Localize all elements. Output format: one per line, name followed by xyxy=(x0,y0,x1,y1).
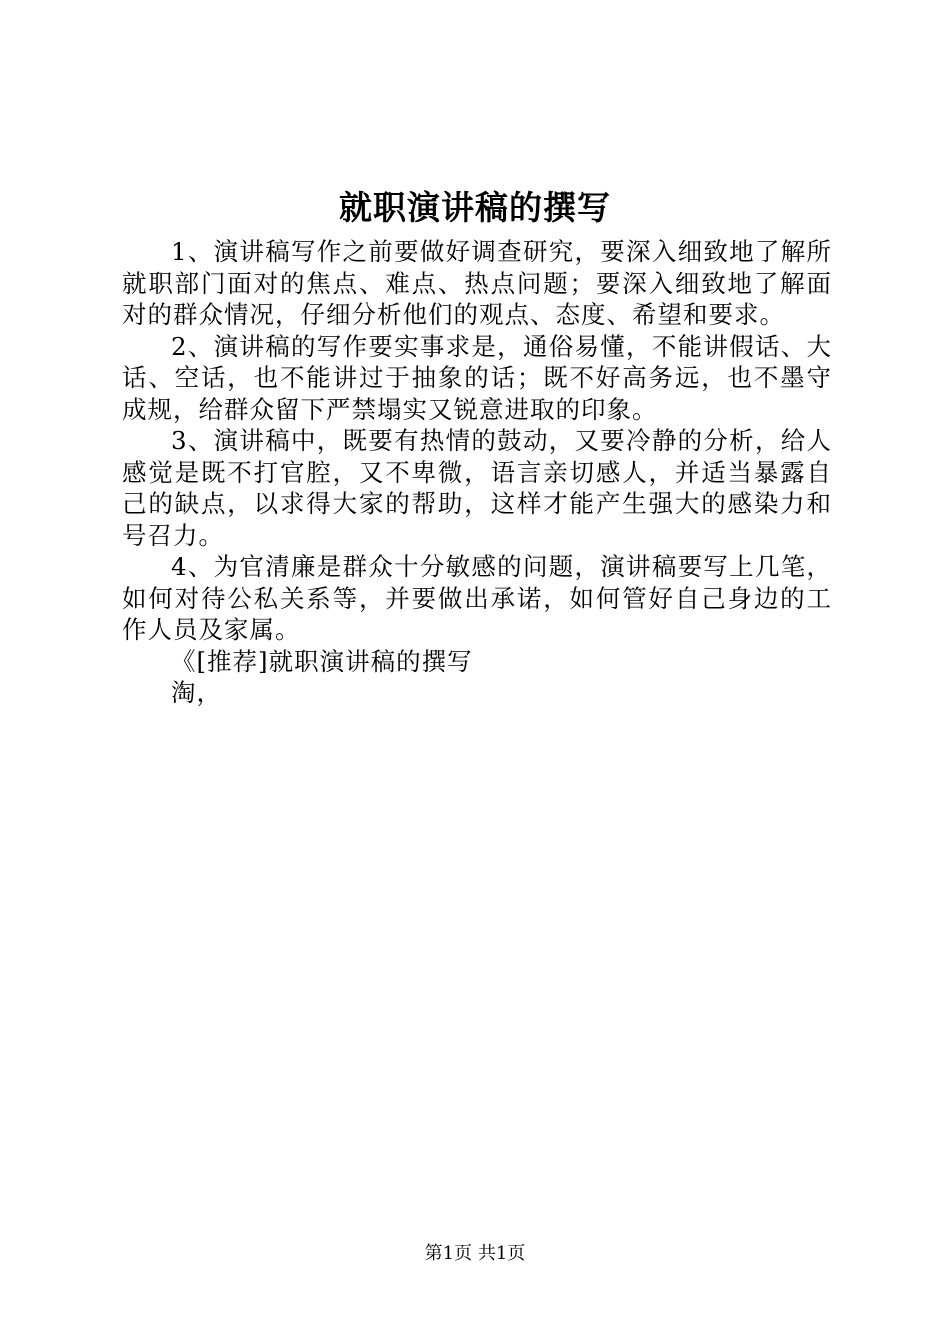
paragraph-5: 《[推荐]就职演讲稿的撰写 xyxy=(171,646,473,676)
paragraph-6: 淘， xyxy=(171,678,222,707)
document-title: 就职演讲稿的撰写 xyxy=(339,188,611,227)
page-footer: 第1页 共1页 xyxy=(424,1243,526,1264)
paragraph-2: 2、演讲稿的写作要实事求是，通俗易懂，不能讲假话、大话、空话，也不能讲过于抽象的话；既不好高务远，也不墨守成规，给群众留下严禁塌实又锐意进取的印象。 xyxy=(122,331,832,424)
document-body xyxy=(122,236,832,709)
paragraph-1: 1、演讲稿写作之前要做好调查研究，要深入细致地了解所就职部门面对的焦点、难点、热点问题；要深入细致地了解面对的群众情况，仔细分析他们的观点、态度、希望和要求。 xyxy=(122,237,832,329)
paragraph-3: 3、演讲稿中，既要有热情的鼓动，又要冷静的分析，给人感觉是既不打官腔，又不卑微，语言亲切感人，并适当暴露自己的缺点，以求得大家的帮助，这样才能产生强大的感染力和号召力。 xyxy=(122,426,832,550)
paragraph-4: 4、为官清廉是群众十分敏感的问题，演讲稿要写上几笔，如何对待公私关系等，并要做出承诺，如何管好自己身边的工作人员及家属。 xyxy=(122,552,832,644)
